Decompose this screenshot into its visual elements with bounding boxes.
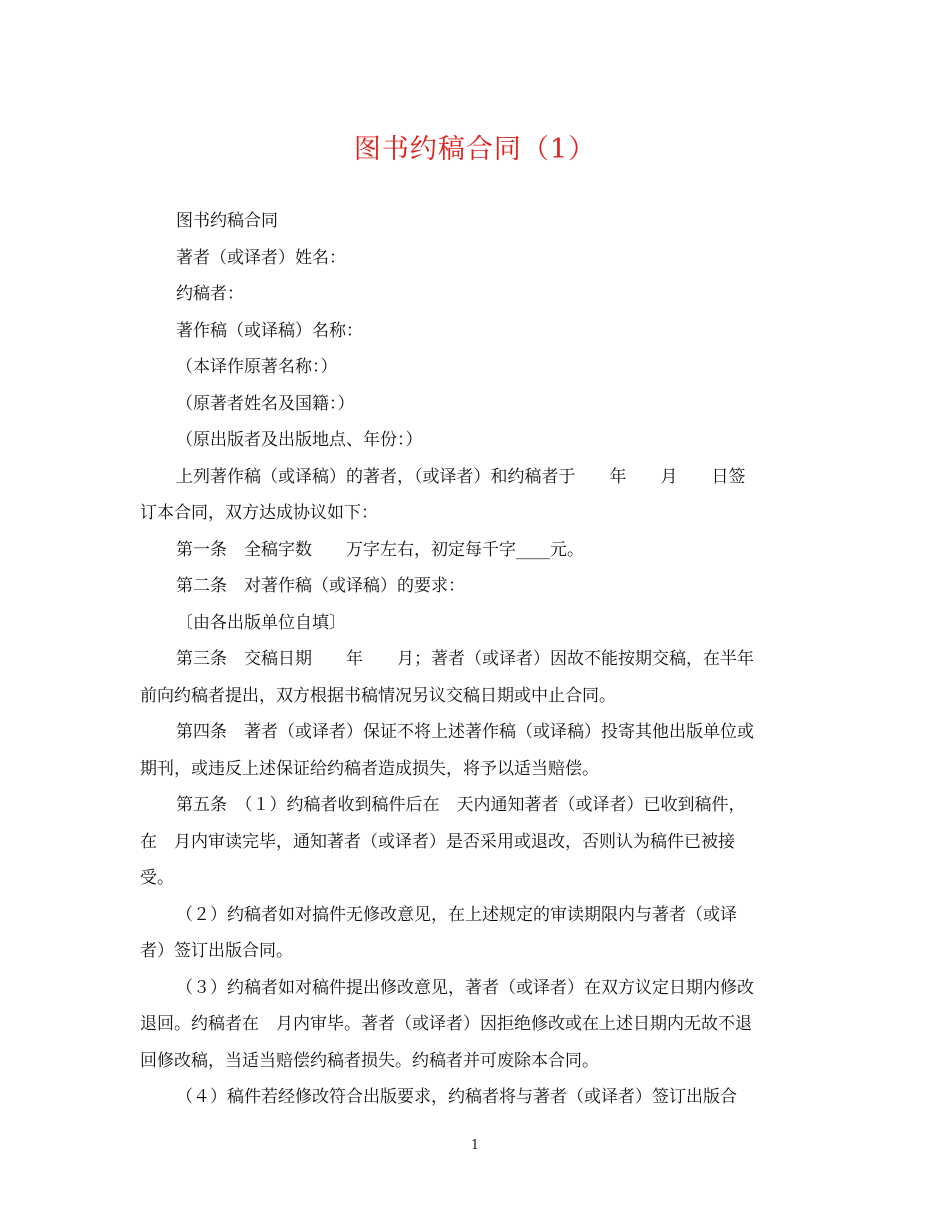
document-title: 图书约稿合同（1） (353, 134, 597, 165)
text-line: 回修改稿，当适当赔偿约稿者损失。约稿者并可废除本合同。 (140, 1050, 599, 1071)
document-body (140, 203, 812, 1116)
text-line: 〔由各出版单位自填〕 (176, 612, 346, 633)
text-line: 退回。约稿者在 月内审毕。著者（或译者）因拒绝修改或在上述日期内无故不退 (140, 1014, 752, 1034)
text-line: 订本合同，双方达成协议如下： (140, 503, 378, 523)
text-line: 在 月内审读完毕，通知著者（或译者）是否采用或退改，否则认为稿件已被接 (140, 831, 735, 852)
text-line: （原著者姓名及国籍：） (176, 393, 355, 414)
text-line: （４）稿件若经修改符合出版要求，约稿者将与著者（或译者）签订出版合 (176, 1087, 737, 1107)
text-line: 图书约稿合同 (176, 211, 278, 231)
text-line: 第一条 全稿字数 万字左右，初定每千字____元。 (176, 539, 584, 560)
text-line: 第二条 对著作稿（或译稿）的要求： (176, 576, 465, 596)
text-line: 第五条 （１）约稿者收到稿件后在 天内通知著者（或译者）已收到稿件， (176, 795, 746, 815)
text-line: 前向约稿者提出，双方根据书稿情况另议交稿日期或中止合同。 (140, 685, 616, 706)
text-line: （本译作原著名称：） (176, 357, 338, 377)
text-line: 约稿者： (176, 284, 244, 304)
text-line: 第三条 交稿日期 年 月；著者（或译者）因故不能按期交稿，在半年 (176, 649, 754, 669)
text-line: 者）签订出版合同。 (140, 941, 293, 961)
text-line: 受。 (140, 868, 174, 888)
text-line: 著者（或译者）姓名： (176, 247, 346, 268)
text-line: （２）约稿者如对搞件无修改意见，在上述规定的审读期限内与著者（或译 (176, 904, 737, 925)
text-line: （原出版者及出版地点、年份：） (176, 430, 423, 450)
page-number: 1 (470, 1138, 480, 1153)
text-line: （３）约稿者如对稿件提出修改意见，著者（或译者）在双方议定日期内修改 (176, 977, 754, 998)
text-line: 上列著作稿（或译稿）的著者，（或译者）和约稿者于 年 月 日签 (176, 466, 746, 487)
text-line: 期刊，或违反上述保证给约稿者造成损失，将予以适当赔偿。 (140, 758, 599, 779)
text-line: 著作稿（或译稿）名称： (176, 320, 363, 341)
text-line: 第四条 著者（或译者）保证不将上述著作稿（或译稿）投寄其他出版单位或 (176, 722, 754, 742)
